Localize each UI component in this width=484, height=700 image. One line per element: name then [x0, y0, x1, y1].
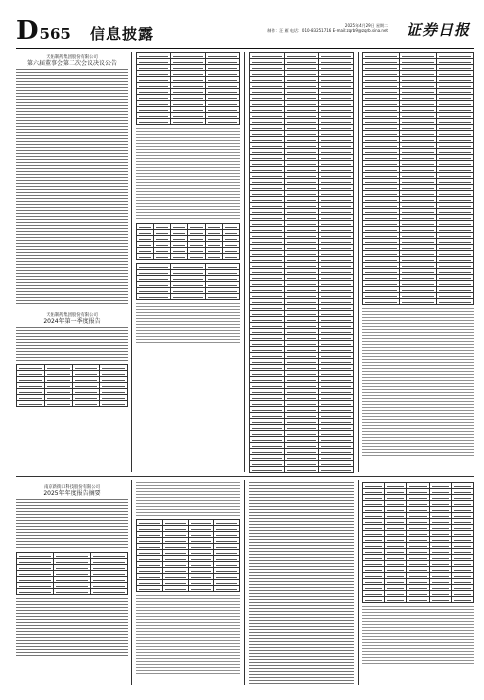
announcement-header: [16, 55, 128, 67]
report-column: [136, 52, 240, 472]
masthead: [16, 18, 474, 49]
announcement-body-text: [16, 499, 128, 549]
column-rule: [244, 52, 245, 472]
report-column: [136, 482, 240, 685]
editor-contact: 制作：汪 雁 电话：010-83251716 E-mail:zqrb9@zqrb.sina.net: [267, 28, 388, 33]
report-body-text: [136, 303, 240, 343]
section-title: 信息披露: [90, 25, 155, 43]
column-rule: [358, 52, 359, 472]
financial-table: [136, 263, 240, 300]
statement-column: [362, 482, 474, 685]
shareholder-table: [136, 223, 240, 260]
column-rule: [358, 480, 359, 685]
announcement-column: [16, 52, 128, 472]
financial-table: [136, 519, 240, 592]
text-column: [249, 482, 354, 685]
announcement-body-text: [16, 69, 128, 305]
company-name: 天佑制药集团股份有限公司: [46, 55, 98, 60]
announcement-column: [16, 482, 128, 685]
announcement-title: 2025年年度报告摘要: [43, 490, 101, 498]
issue-date: 2025年4月29日 星期二: [344, 23, 388, 28]
report-body-text: [136, 128, 240, 220]
announcement-body-text: [16, 598, 128, 658]
report-body-text: [136, 595, 240, 675]
column-rule: [131, 52, 132, 472]
balance-sheet-table: [249, 52, 354, 473]
financial-table: [16, 552, 128, 595]
statement-column: [249, 52, 354, 472]
financial-table: [362, 482, 474, 603]
page-number: D565: [16, 16, 71, 46]
announcement-header: [16, 313, 128, 325]
column-rule: [244, 480, 245, 685]
section-divider: [16, 476, 474, 477]
statement-column: [362, 52, 474, 472]
issue-info: [267, 23, 388, 33]
newspaper-logo: 证券日报: [405, 21, 470, 39]
announcement-header: [16, 485, 128, 497]
column-rule: [131, 480, 132, 685]
financial-table: [136, 52, 240, 125]
report-body-text: [249, 482, 354, 685]
announcement-title: 第六届董事会第二次会议决议公告: [26, 60, 117, 68]
notes-text: [362, 308, 474, 458]
company-name: 天佑制药集团股份有限公司: [46, 313, 98, 319]
notes-text: [362, 606, 474, 666]
financial-table: [16, 364, 128, 407]
announcement-body-text: [16, 327, 128, 361]
company-name: 南京新街口科技股份有限公司: [44, 485, 100, 490]
announcement-title: 2024年第一季度报告: [43, 318, 101, 326]
cash-flow-table: [362, 52, 474, 305]
report-body-text: [136, 482, 240, 516]
